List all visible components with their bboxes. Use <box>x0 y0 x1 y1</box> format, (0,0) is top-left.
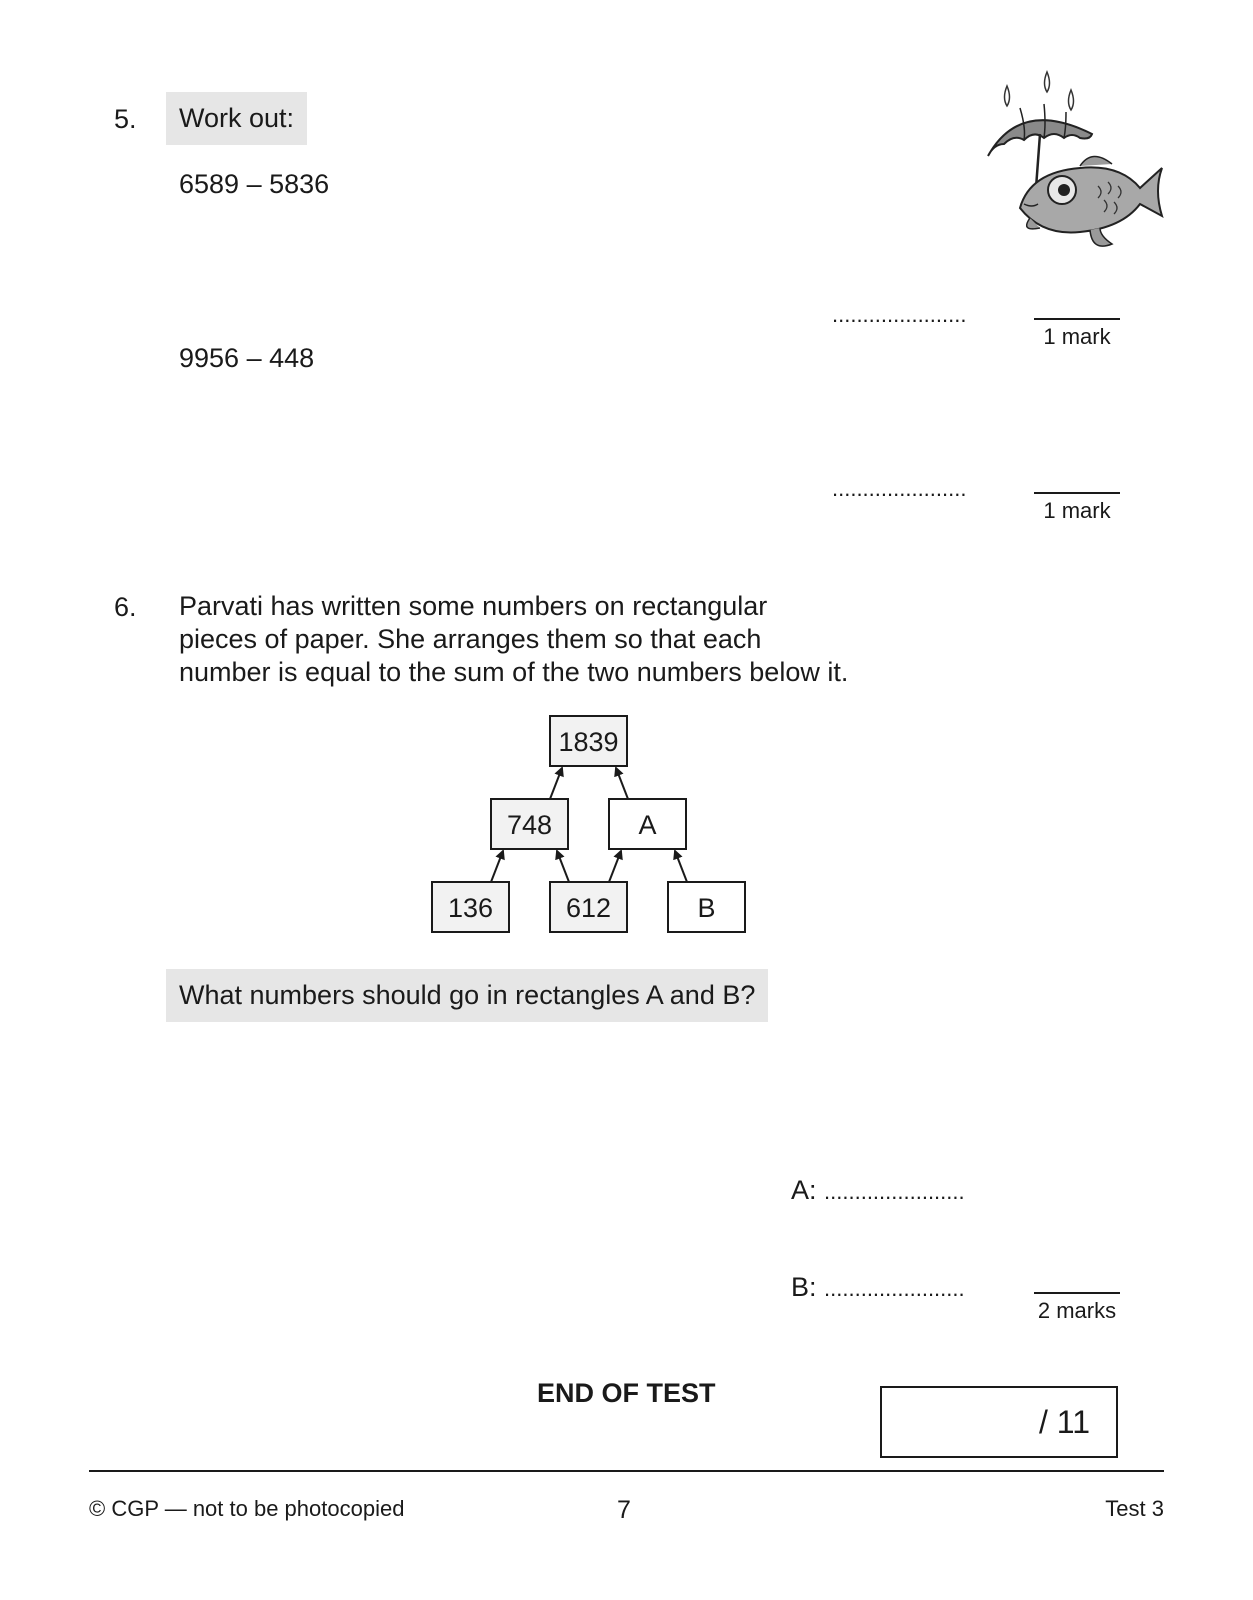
q6-line-1: Parvati has written some numbers on rectangular <box>179 591 768 621</box>
answer-line-q5a[interactable]: ...................... <box>832 302 967 327</box>
pyramid-bottom-left-value: 136 <box>447 893 494 923</box>
answer-line-q5b[interactable]: ...................... <box>832 476 967 501</box>
page-number: 7 <box>617 1496 631 1524</box>
pyramid-middle-right-value: A <box>638 810 657 840</box>
number-pyramid-diagram <box>420 706 760 942</box>
pyramid-box-top <box>550 716 627 766</box>
answer-row-A <box>791 1174 965 1208</box>
answer-label-B: B: <box>791 1272 817 1302</box>
pyramid-box-612 <box>550 882 627 932</box>
pyramid-bottom-right-value: B <box>697 893 716 923</box>
footer-copyright: © CGP — not to be photocopied <box>89 1496 405 1521</box>
arrow <box>609 851 621 882</box>
answer-line-B[interactable]: ....................... <box>824 1276 965 1301</box>
q5-expression-1: 6589 – 5836 <box>179 169 330 199</box>
q6-question: What numbers should go in rectangles A and B? <box>166 969 768 1022</box>
mark-label-q5b: 1 mark <box>1043 498 1111 523</box>
end-of-test-label: END OF TEST <box>537 1378 716 1408</box>
arrow <box>675 851 687 882</box>
arrow <box>557 851 569 882</box>
question-number-5: 5. <box>114 104 137 134</box>
pyramid-bottom-middle-value: 612 <box>565 893 612 923</box>
answer-label-A: A: <box>791 1175 817 1205</box>
fish-umbrella-illustration <box>980 68 1170 258</box>
q5-expression-2: 9956 – 448 <box>179 343 315 373</box>
arrow <box>616 768 628 799</box>
pyramid-top-value: 1839 <box>558 727 619 757</box>
question-number-6: 6. <box>114 592 137 622</box>
answer-row-B <box>791 1271 965 1305</box>
q6-line-2: pieces of paper. She arranges them so that each <box>179 624 762 654</box>
pyramid-box-136 <box>432 882 509 932</box>
answer-line-A[interactable]: ....................... <box>824 1179 965 1204</box>
score-total: / 11 <box>1039 1404 1090 1440</box>
q5-instruction: Work out: <box>166 92 307 145</box>
pyramid-box-748 <box>491 799 568 849</box>
footer-rule <box>89 1470 1164 1472</box>
mark-line <box>1034 1292 1120 1294</box>
mark-line <box>1034 318 1120 320</box>
mark-line <box>1034 492 1120 494</box>
footer-test-label: Test 3 <box>1105 1496 1164 1521</box>
q6-line-3: number is equal to the sum of the two numbers below it. <box>179 657 849 687</box>
arrow <box>491 851 503 882</box>
score-box <box>880 1386 1118 1458</box>
mark-label-q5a: 1 mark <box>1043 324 1111 349</box>
q6-description <box>179 590 848 689</box>
pyramid-box-B <box>668 882 745 932</box>
arrow <box>550 768 562 799</box>
pyramid-middle-left-value: 748 <box>506 810 553 840</box>
pyramid-box-A <box>609 799 686 849</box>
mark-label-q6: 2 marks <box>1037 1298 1117 1323</box>
